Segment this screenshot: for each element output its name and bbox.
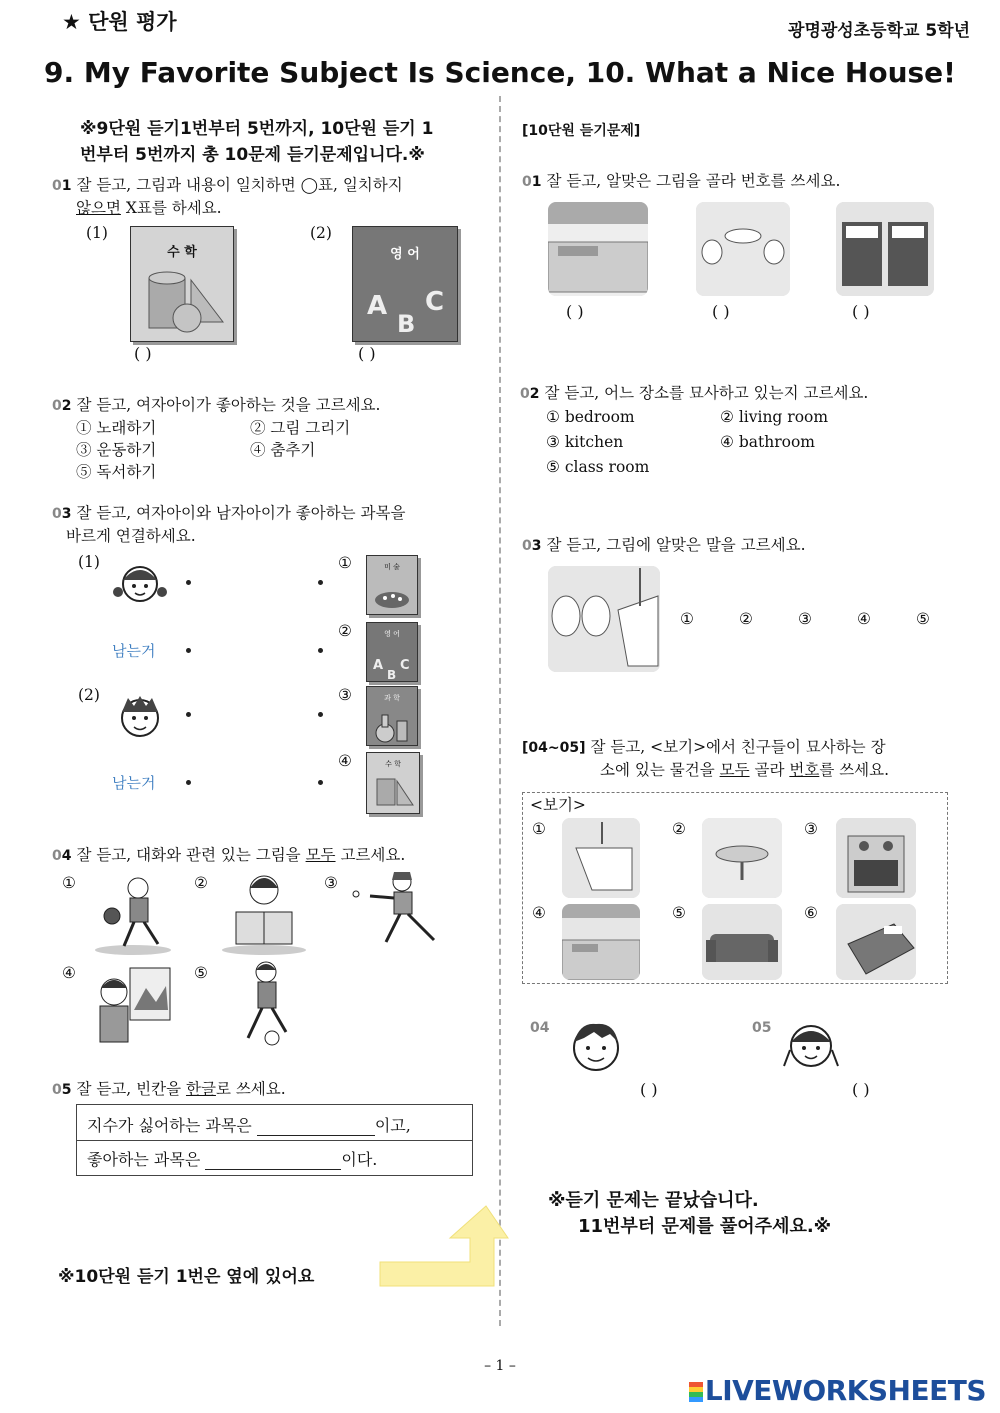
school-label: 광명광성초등학교 5학년 [788,21,970,41]
intro-line-1: ※9단원 듣기1번부터 5번까지, 10단원 듣기 1 [80,119,434,139]
q-number: 02 [520,386,540,402]
answer-blank[interactable]: ( ) [852,302,870,321]
match-dot[interactable] [186,648,191,653]
svg-text:C: C [400,658,410,673]
q-number: 05 [752,1020,772,1036]
svg-text:C: C [425,287,445,317]
item-label-2: (2) [310,224,332,242]
drag-text[interactable]: 남는거 [112,774,156,792]
painting-boy-icon [88,962,178,1048]
math-book-image: 수 학 [130,226,234,342]
match-dot[interactable] [318,580,323,585]
option[interactable]: ① 노래하기 [76,419,157,437]
item-label-2: (2) [78,686,100,704]
match-dot[interactable] [318,648,323,653]
page-title: 9. My Favorite Subject Is Science, 10. What a Nice House! [44,56,956,89]
choice-mark[interactable]: ④ [62,964,76,982]
choice-mark: ③ [338,686,352,704]
choice-mark[interactable]: ⑤ [916,610,930,628]
choice-mark: ① [532,820,546,838]
geometry-shapes-icon [367,769,419,815]
answer-blank[interactable] [257,1116,375,1136]
choice-mark[interactable]: ③ [798,610,812,628]
abc-letters-icon [353,262,457,342]
item-label-1: (1) [78,553,100,571]
q-number: [04~05] [522,740,586,756]
column-divider [499,96,501,1326]
svg-text:B: B [387,668,397,682]
choice-mark: ⑥ [804,904,818,922]
brand-logo: LIVEWORKSHEETS [689,1374,986,1407]
option[interactable]: ④ bathroom [720,433,815,451]
bottom-note: ※10단원 듣기 1번은 옆에 있어요 [58,1267,315,1287]
option[interactable]: ⑤ 독서하기 [76,463,157,481]
basketball-girl-icon [88,870,178,956]
svg-text:A: A [367,291,388,321]
svg-text:B: B [397,310,416,338]
right-q2: 02 잘 듣고, 어느 장소를 묘사하고 있는지 고르세요. [520,384,869,402]
intro-line-2: 번부터 5번까지 총 10문제 듣기문제입니다.※ [80,145,425,165]
q-number: 01 [52,178,72,194]
choice-mark: ③ [804,820,818,838]
choice-mark[interactable]: ② [194,874,208,892]
answer-blank-1[interactable]: ( ) [134,344,152,363]
match-dot[interactable] [318,780,323,785]
item-label-1: (1) [86,224,108,242]
answer-blank[interactable]: ( ) [566,302,584,321]
bathtub-image [562,818,640,898]
right-q1: 01 잘 듣고, 알맞은 그림을 골라 번호를 쓰세요. [522,172,841,190]
right-q3: 03 잘 듣고, 그림에 알맞은 말을 고르세요. [522,536,806,554]
left-q5: 05 잘 듣고, 빈칸을 한글로 쓰세요. [52,1080,286,1098]
answer-blank[interactable] [205,1150,341,1170]
example-label: <보기> [530,796,586,814]
bathroom-image [696,202,790,296]
math-book-small: 수 학 [366,752,420,814]
drag-text[interactable]: 남는거 [112,642,156,660]
soccer-boy-icon [228,958,310,1048]
option[interactable]: ④ 춤추기 [250,441,316,459]
choice-mark[interactable]: ① [62,874,76,892]
choice-mark: ⑤ [672,904,686,922]
english-book-small: 영 어 A B C [366,622,418,682]
reading-girl-icon [218,868,310,956]
kitchen-image [548,202,648,296]
bedroom-image [836,202,934,296]
q-number: 04 [530,1020,550,1036]
boy-face-icon [114,690,166,742]
geometry-shapes-icon [131,260,233,340]
right-q45: [04~05] 잘 듣고, <보기>에서 친구들이 묘사하는 장 소에 있는 물건을 모두 골라 번호를 쓰세요. [522,738,890,779]
q-number: 04 [52,848,72,864]
answer-blank[interactable]: ( ) [852,1080,870,1099]
stove-image [836,818,916,898]
left-q1: 01 잘 듣고, 그림과 내용이 일치하면 ◯표, 일치하지 않으면 X표를 하세요. [52,176,403,217]
english-book-image: 영 어 A B C [352,226,458,342]
option[interactable]: ① bedroom [546,408,635,426]
science-book-image: 과 학 [366,686,418,746]
option[interactable]: ③ kitchen [546,433,624,451]
svg-text:A: A [373,658,384,673]
palette-icon [367,572,417,616]
bathroom-toilets-image [548,566,660,672]
choice-mark[interactable]: ④ [857,610,871,628]
answer-blank-2[interactable]: ( ) [358,344,376,363]
q-number: 03 [52,506,72,522]
page-number: – 1 – [484,1358,516,1374]
logo-mark-icon [689,1382,703,1402]
match-dot[interactable] [186,580,191,585]
q-text: 잘 듣고, 그림과 내용이 일치하면 ◯표, 일치하지 [76,176,403,194]
sofa-image [702,904,782,980]
q-number: 02 [52,398,72,414]
left-q4: 04 잘 듣고, 대화와 관련 있는 그림을 모두 고르세요. [52,846,406,864]
bed-image [836,904,916,980]
match-dot[interactable] [186,780,191,785]
girl-face-icon [112,558,168,608]
table-image [702,818,782,898]
choice-mark[interactable]: ② [739,610,753,628]
match-dot[interactable] [318,712,323,717]
section-label: [10단원 듣기문제] [522,123,641,139]
q-number: 01 [522,174,542,190]
baseball-boy-icon [350,868,442,948]
arrow-up-icon [378,1204,510,1288]
choice-mark: ② [672,820,686,838]
art-book-image: 미 술 [366,555,418,615]
end-note: ※듣기 문제는 끝났습니다. 11번부터 문제를 풀어주세요.※ [548,1190,832,1237]
left-q2: 02 잘 듣고, 여자아이가 좋아하는 것을 고르세요. [52,396,381,414]
match-dot[interactable] [186,712,191,717]
boy-face-icon [566,1016,626,1076]
girl-face-icon [780,1016,842,1076]
choice-mark: ④ [338,752,352,770]
option[interactable]: ② living room [720,408,829,426]
choice-mark[interactable]: ⑤ [194,964,208,982]
choice-mark: ① [338,554,352,572]
answer-blank[interactable]: ( ) [712,302,730,321]
q-number: 03 [522,538,542,554]
answer-blank[interactable]: ( ) [640,1080,658,1099]
flask-icon [367,703,417,747]
fill-in-box: 지수가 싫어하는 과목은 이고, 좋아하는 과목은 이다. [76,1104,473,1176]
q-number: 05 [52,1082,72,1098]
unit-label: ★ 단원 평가 [62,10,177,34]
option[interactable]: ② 그림 그리기 [250,419,351,437]
choice-mark: ④ [532,904,546,922]
choice-mark[interactable]: ③ [324,874,338,892]
choice-mark[interactable]: ① [680,610,694,628]
intro-note [80,116,433,168]
left-q3: 03 잘 듣고, 여자아이와 남자아이가 좋아하는 과목을 바르게 연결하세요. [52,504,406,545]
abc-letters-icon [367,639,417,683]
choice-mark: ② [338,622,352,640]
option[interactable]: ⑤ class room [546,458,650,476]
sink-counter-image [562,904,640,980]
option[interactable]: ③ 운동하기 [76,441,157,459]
